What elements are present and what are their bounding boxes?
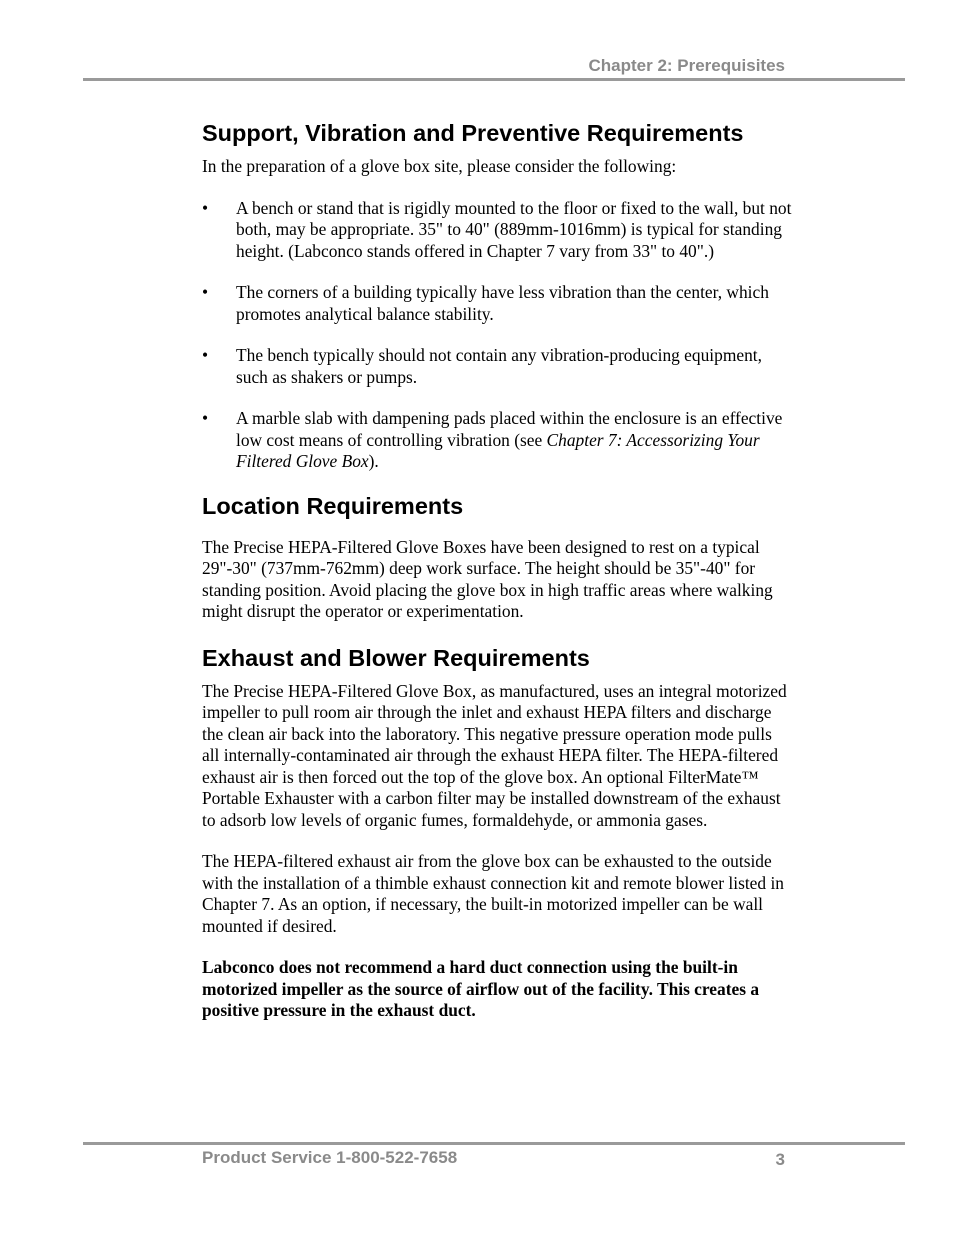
list-item bbox=[202, 198, 792, 263]
running-header: Chapter 2: Prerequisites bbox=[588, 56, 785, 75]
list-item-text-before: A marble slab with dampening pads placed within the enclosure is an effective low cost means of controlling vibration (see bbox=[236, 408, 783, 450]
exhaust-warning: Labconco does not recommend a hard duct connection using the built-in motorized impeller as the source of airflow out of the facility. This creates a positive pressure in the exhaust duct. bbox=[202, 957, 760, 1020]
list-item-text: The corners of a building typically have less vibration than the center, which promotes analytical balance stability. bbox=[236, 282, 769, 324]
list-item bbox=[202, 408, 792, 473]
list-item-text: The bench typically should not contain any vibration-producing equipment, such as shakers or pumps. bbox=[236, 345, 762, 387]
exhaust-paragraph-1: The Precise HEPA-Filtered Glove Box, as manufactured, uses an integral motorized impeller to pull room air through the inlet and exhaust HEPA filters and discharge the clean air back into the laboratory. This negative pressure operation mode pulls all internally-contaminated air through the exhaust HEPA filter. The HEPA-filtered exhaust air is then forced out the top of the glove box. An optional FilterMate™ Portable Exhauster with a carbon filter may be installed downstream of the exhaust to adsorb low levels of organic fumes, formaldehyde, or ammonia gases. bbox=[202, 680, 787, 830]
page-number: 3 bbox=[775, 1150, 785, 1169]
list-item bbox=[202, 345, 792, 388]
exhaust-paragraph-2: The HEPA-filtered exhaust air from the glove box can be exhausted to the outside with the installation of a thimble exhaust connection kit and remote blower listed in Chapter 7. As an option, if necessary, the built-in motorized impeller can be wall mounted if desired. bbox=[202, 851, 784, 936]
bullet-icon: • bbox=[202, 408, 209, 428]
heading-location: Location Requirements bbox=[202, 492, 464, 519]
location-body: The Precise HEPA-Filtered Glove Boxes have been designed to rest on a typical 29"-30" (737mm-762mm) deep work surface. The height should be 35"-40" for standing position. Avoid placing the glove box in high traffic areas where walking might disrupt the operator or experimentation. bbox=[202, 536, 773, 621]
support-list bbox=[202, 198, 792, 473]
bullet-icon: • bbox=[202, 197, 209, 218]
list-item-text-after: ). bbox=[368, 451, 379, 471]
heading-exhaust: Exhaust and Blower Requirements bbox=[202, 644, 590, 671]
page-body bbox=[202, 118, 792, 1022]
bullet-icon: • bbox=[202, 282, 209, 302]
footer-rule bbox=[83, 1142, 905, 1145]
bullet-icon: • bbox=[202, 345, 209, 365]
footer-service-phone: Product Service 1-800-522-7658 bbox=[202, 1148, 458, 1167]
header-rule bbox=[83, 78, 905, 81]
chapter-reference: Chapter 7: Accessorizing Your Filtered Glove Box bbox=[236, 429, 760, 471]
heading-support: Support, Vibration and Preventive Requirements bbox=[202, 120, 744, 146]
list-item bbox=[202, 282, 792, 325]
support-intro: In the preparation of a glove box site, please consider the following: bbox=[202, 156, 677, 176]
list-item-text: A bench or stand that is rigidly mounted to the floor or fixed to the wall, but not both, may be appropriate. 35" to 40" (889mm-1016mm) is typical for standing height. (Labconco stands offered in Chapter 7 vary from 33" to 40".) bbox=[236, 197, 792, 261]
